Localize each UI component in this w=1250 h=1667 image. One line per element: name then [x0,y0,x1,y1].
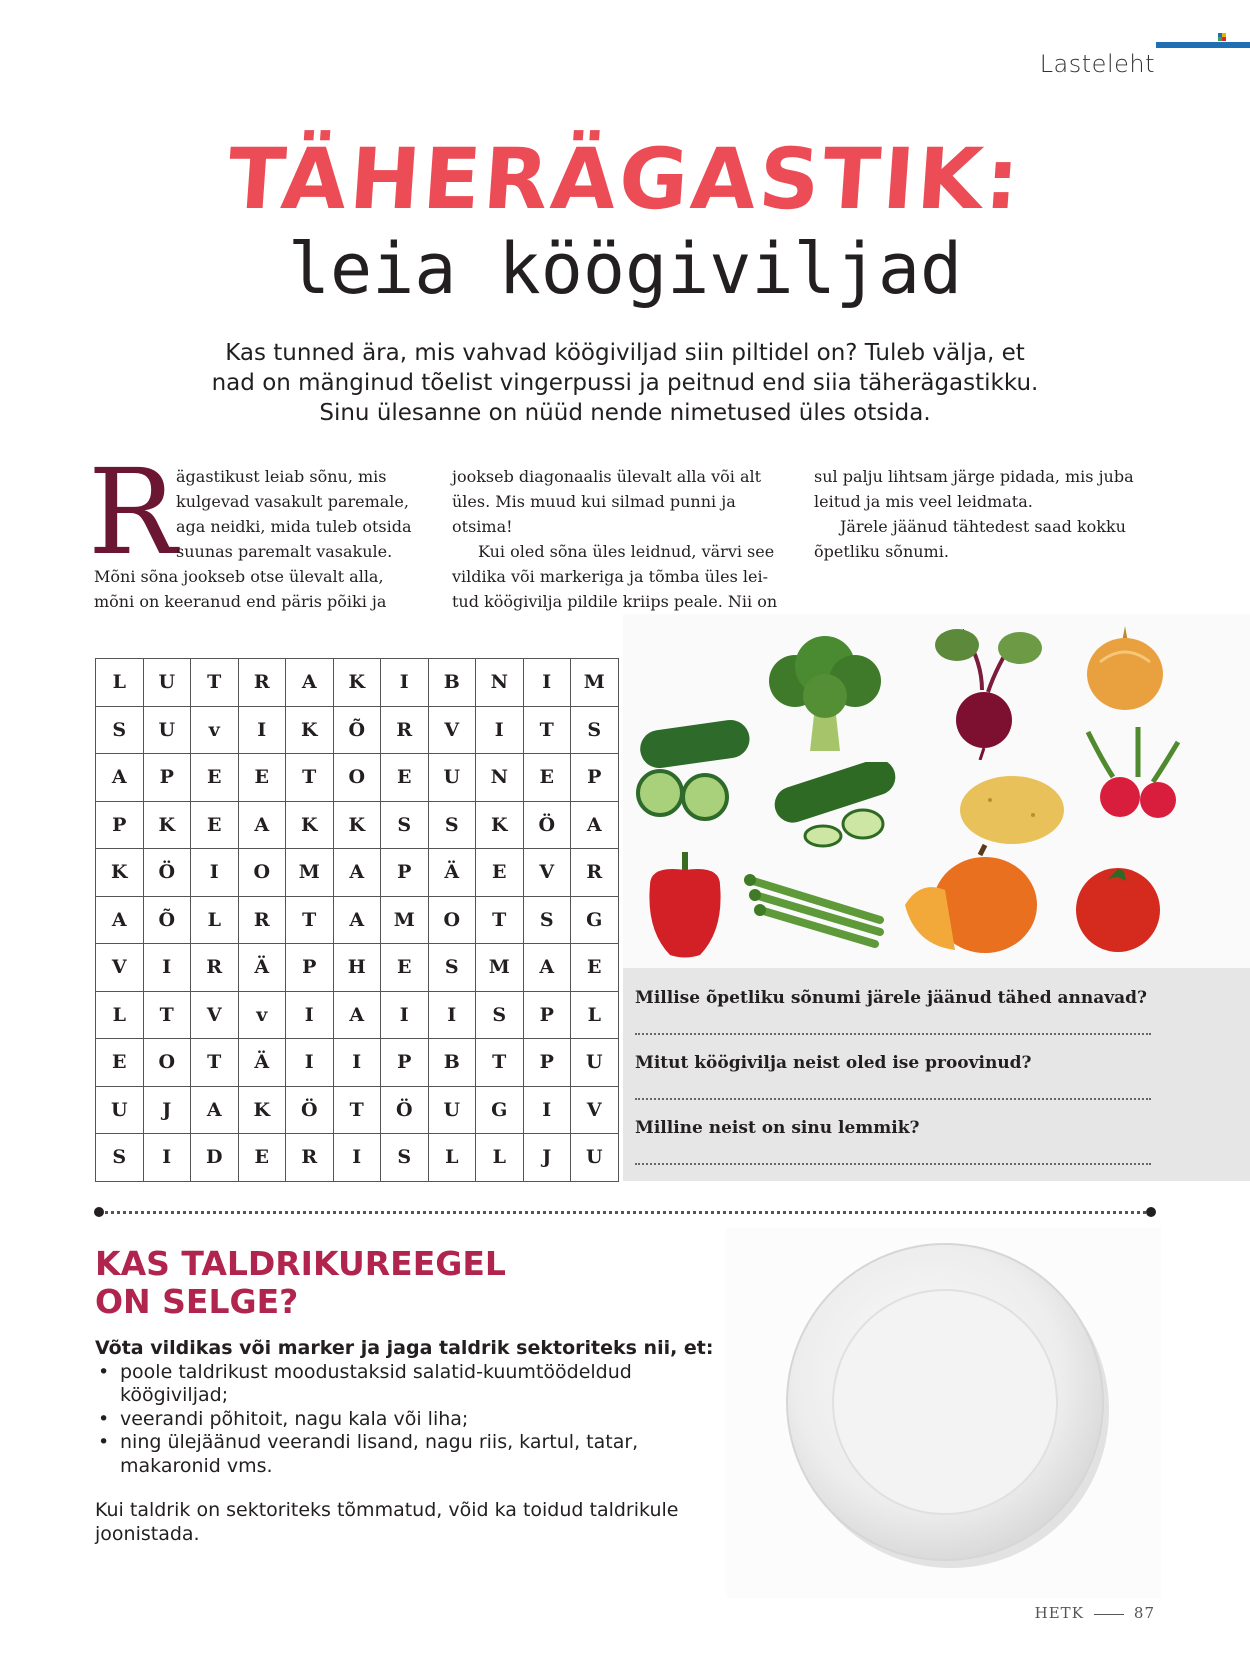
grid-cell[interactable]: R [238,659,286,707]
grid-cell[interactable]: U [143,706,191,754]
grid-cell[interactable]: Õ [333,706,381,754]
grid-cell[interactable]: G [571,896,619,944]
grid-cell[interactable]: I [143,944,191,992]
grid-cell[interactable]: P [571,754,619,802]
grid-row [96,754,619,802]
page-title: TÄHERÄGASTIK: [224,130,1026,228]
grid-cell[interactable]: K [143,801,191,849]
grid-cell[interactable]: L [191,896,239,944]
body-line: suunas paremalt vasakule. [176,542,393,561]
grid-cell[interactable]: P [143,754,191,802]
question-text: Mitut köögivilja neist oled ise proovinud? [635,1053,1032,1073]
grid-cell[interactable]: T [523,706,571,754]
grid-cell[interactable]: U [428,1086,476,1134]
pumpkin-icon [900,840,1040,960]
answer-line[interactable] [635,1098,1151,1100]
grid-cell[interactable]: K [96,849,144,897]
grid-cell[interactable]: P [381,849,429,897]
grid-cell[interactable]: U [96,1086,144,1134]
grid-cell[interactable]: T [143,991,191,1039]
grid-cell[interactable]: Ä [238,1039,286,1087]
potato-icon [955,770,1070,850]
grid-cell[interactable]: S [523,896,571,944]
body-column-3 [814,464,1149,564]
grid-cell[interactable]: V [523,849,571,897]
grid-cell[interactable]: A [191,1086,239,1134]
grid-cell[interactable]: T [286,754,334,802]
answer-line[interactable] [635,1033,1151,1035]
grid-row [96,1134,619,1182]
grid-row [96,896,619,944]
grid-cell[interactable]: S [571,706,619,754]
grid-cell[interactable]: L [428,1134,476,1182]
grid-cell[interactable]: O [333,754,381,802]
grid-cell[interactable]: Õ [143,896,191,944]
grid-row [96,849,619,897]
grid-cell[interactable]: N [476,659,524,707]
grid-cell[interactable]: N [476,754,524,802]
list-item: • ning ülejäänud veerandi lisand, nagu riis, kartul, tatar, makaronid vms. [95,1431,735,1478]
body-line: sul palju lihtsam järge pidada, mis juba [814,467,1134,486]
grid-cell[interactable]: R [286,1134,334,1182]
grid-cell[interactable]: E [381,944,429,992]
body-column-1 [94,464,429,614]
section-label: Lasteleht [1039,50,1155,78]
body-line: Järele jäänud tähtedest saad kokku [840,517,1126,536]
grid-cell[interactable]: A [96,896,144,944]
grid-cell[interactable]: Ä [428,849,476,897]
header-accent-bar [1156,42,1250,48]
intro-paragraph [150,338,1100,428]
grid-cell[interactable]: A [286,659,334,707]
grid-cell[interactable]: I [333,1039,381,1087]
body-line: Kui oled sõna üles leidnud, värvi see [478,542,775,561]
grid-cell[interactable]: D [191,1134,239,1182]
grid-cell[interactable]: A [523,944,571,992]
color-dots [1218,33,1226,41]
grid-cell[interactable]: J [523,1134,571,1182]
grid-cell[interactable]: Ö [523,801,571,849]
broccoli-icon [755,636,895,756]
grid-cell[interactable]: M [476,944,524,992]
grid-cell[interactable]: E [476,849,524,897]
page-subtitle: leia köögiviljad [287,228,963,310]
grid-cell[interactable]: S [96,706,144,754]
grid-cell[interactable]: P [381,1039,429,1087]
grid-cell[interactable]: E [381,754,429,802]
body-line: leitud ja mis veel leidmata. [814,492,1033,511]
grid-cell[interactable]: T [476,1039,524,1087]
grid-cell[interactable]: M [571,659,619,707]
footer-dash [1094,1614,1124,1615]
grid-cell[interactable]: S [381,1134,429,1182]
grid-cell[interactable]: M [381,896,429,944]
grid-cell[interactable]: E [191,754,239,802]
grid-cell[interactable]: E [523,754,571,802]
body-line: jookseb diagonaalis ülevalt alla või alt [452,467,762,486]
grid-cell[interactable]: P [286,944,334,992]
grid-cell[interactable]: Ö [381,1086,429,1134]
grid-cell[interactable]: K [333,801,381,849]
plate-section-title [95,1245,506,1321]
list-item: • veerandi põhitoit, nagu kala või liha; [95,1408,735,1432]
grid-cell[interactable]: U [428,754,476,802]
grid-cell[interactable]: E [571,944,619,992]
grid-cell[interactable]: S [428,944,476,992]
grid-cell[interactable]: A [333,849,381,897]
grid-cell[interactable]: V [571,1086,619,1134]
grid-cell[interactable]: E [238,1134,286,1182]
body-line: ägastikust leiab sõnu, mis [176,467,387,486]
grid-cell[interactable]: K [333,659,381,707]
word-search-grid [95,658,619,1182]
grid-cell[interactable]: P [96,801,144,849]
grid-cell[interactable]: I [333,1134,381,1182]
grid-cell[interactable]: I [476,706,524,754]
grid-cell[interactable]: L [476,1134,524,1182]
section-divider [98,1211,1152,1214]
question-text: Millise õpetliku sõnumi järele jäänud tähed annavad? [635,988,1147,1008]
cucumber-icon [630,715,760,825]
body-line: mõni on keeranud end päris põiki ja [94,592,387,611]
grid-row [96,1086,619,1134]
grid-cell[interactable]: T [333,1086,381,1134]
grid-cell[interactable]: S [96,1134,144,1182]
grid-cell[interactable]: v [191,706,239,754]
grid-cell[interactable]: S [381,801,429,849]
grid-row [96,801,619,849]
body-line: Mõni sõna jookseb otse ülevalt alla, [94,567,384,586]
grid-cell[interactable]: A [238,801,286,849]
grid-cell[interactable]: E [96,1039,144,1087]
list-item: • poole taldrikust moodustaksid salatid-kuumtöödeldud köögiviljad; [95,1361,735,1408]
grid-cell[interactable]: O [238,849,286,897]
beet-icon [922,620,1052,760]
page-number: 87 [1133,1604,1155,1622]
grid-cell[interactable]: T [476,896,524,944]
page-footer [1035,1604,1155,1622]
grid-row [96,944,619,992]
grid-cell[interactable]: I [381,991,429,1039]
zucchini-icon [768,762,908,852]
asparagus-icon [740,860,890,950]
pepper-icon [640,850,730,960]
magazine-name: HETK [1034,1604,1084,1622]
grid-row [96,1039,619,1087]
body-line: vildika või markeriga ja tõmba üles lei- [452,567,768,586]
plate-instructions [95,1337,735,1546]
grid-cell[interactable]: K [238,1086,286,1134]
grid-cell[interactable]: O [143,1039,191,1087]
grid-cell[interactable]: L [571,991,619,1039]
answer-line[interactable] [635,1163,1151,1165]
grid-row [96,706,619,754]
grid-cell[interactable]: I [428,991,476,1039]
grid-cell[interactable]: G [476,1086,524,1134]
divider-dot [94,1207,104,1217]
grid-cell[interactable]: H [333,944,381,992]
grid-cell[interactable]: P [523,991,571,1039]
intro-line: Sinu ülesanne on nüüd nende nimetused üles otsida. [319,400,931,426]
body-line: kulgevad vasakult paremale, [176,492,409,511]
grid-cell[interactable]: v [238,991,286,1039]
grid-cell[interactable]: U [571,1039,619,1087]
divider-dot [1146,1207,1156,1217]
grid-cell[interactable]: I [143,1134,191,1182]
intro-line: Kas tunned ära, mis vahvad köögiviljad siin piltidel on? Tuleb välja, et [225,340,1025,366]
grid-cell[interactable]: O [428,896,476,944]
grid-cell[interactable]: J [143,1086,191,1134]
grid-cell[interactable]: K [286,801,334,849]
title-line: KAS TALDRIKUREEGEL [95,1244,506,1283]
grid-cell[interactable]: R [238,896,286,944]
grid-cell[interactable]: E [191,801,239,849]
body-line: otsima! [452,517,513,536]
plate-icon[interactable] [775,1232,1115,1572]
grid-cell[interactable]: U [571,1134,619,1182]
grid-cell[interactable]: I [238,706,286,754]
grid-cell[interactable]: V [191,991,239,1039]
grid-row [96,659,619,707]
grid-cell[interactable]: A [333,991,381,1039]
grid-cell[interactable]: Ö [143,849,191,897]
grid-cell[interactable]: I [286,1039,334,1087]
grid-cell[interactable]: M [286,849,334,897]
grid-cell[interactable]: V [96,944,144,992]
grid-cell[interactable]: P [523,1039,571,1087]
grid-cell[interactable]: T [286,896,334,944]
grid-cell[interactable]: A [571,801,619,849]
grid-cell[interactable]: T [191,659,239,707]
grid-cell[interactable]: R [381,706,429,754]
grid-cell[interactable]: I [191,849,239,897]
grid-cell[interactable]: E [238,754,286,802]
title-line: ON SELGE? [95,1282,299,1321]
body-line: üles. Mis muud kui silmad punni ja [452,492,736,511]
grid-cell[interactable]: B [428,1039,476,1087]
instructions-list [95,1361,735,1479]
question-text: Milline neist on sinu lemmik? [635,1118,920,1138]
grid-cell[interactable]: A [333,896,381,944]
instructions-lead: Võta vildikas või marker ja jaga taldrik sektoriteks nii, et: [95,1337,714,1359]
grid-cell[interactable]: I [523,659,571,707]
onion-icon [1080,622,1170,714]
body-column-2 [452,464,787,614]
grid-cell[interactable]: Ö [286,1086,334,1134]
grid-cell[interactable]: U [143,659,191,707]
grid-cell[interactable]: I [286,991,334,1039]
body-line: õpetliku sõnumi. [814,542,949,561]
grid-cell[interactable]: I [523,1086,571,1134]
drop-cap: R [88,443,177,581]
grid-cell[interactable]: S [428,801,476,849]
grid-row [96,991,619,1039]
grid-cell[interactable]: V [428,706,476,754]
tomato-icon [1068,855,1168,955]
intro-line: nad on mänginud tõelist vingerpussi ja peitnud end siia täherägastikku. [211,370,1039,396]
grid-cell[interactable]: L [96,991,144,1039]
grid-cell[interactable]: L [96,659,144,707]
grid-cell[interactable]: I [381,659,429,707]
grid-cell[interactable]: S [476,991,524,1039]
grid-cell[interactable]: R [191,944,239,992]
grid-cell[interactable]: A [96,754,144,802]
body-line: aga neidki, mida tuleb otsida [176,517,412,536]
grid-cell[interactable]: R [571,849,619,897]
radish-icon [1068,722,1198,832]
instructions-ending: Kui taldrik on sektoriteks tõmmatud, võid ka toidud taldrikule joonistada. [95,1499,679,1545]
grid-cell[interactable]: T [191,1039,239,1087]
grid-cell[interactable]: K [476,801,524,849]
grid-cell[interactable]: Ä [238,944,286,992]
grid-cell[interactable]: B [428,659,476,707]
body-line: tud köögivilja pildile kriips peale. Nii on [452,592,778,611]
grid-cell[interactable]: K [286,706,334,754]
